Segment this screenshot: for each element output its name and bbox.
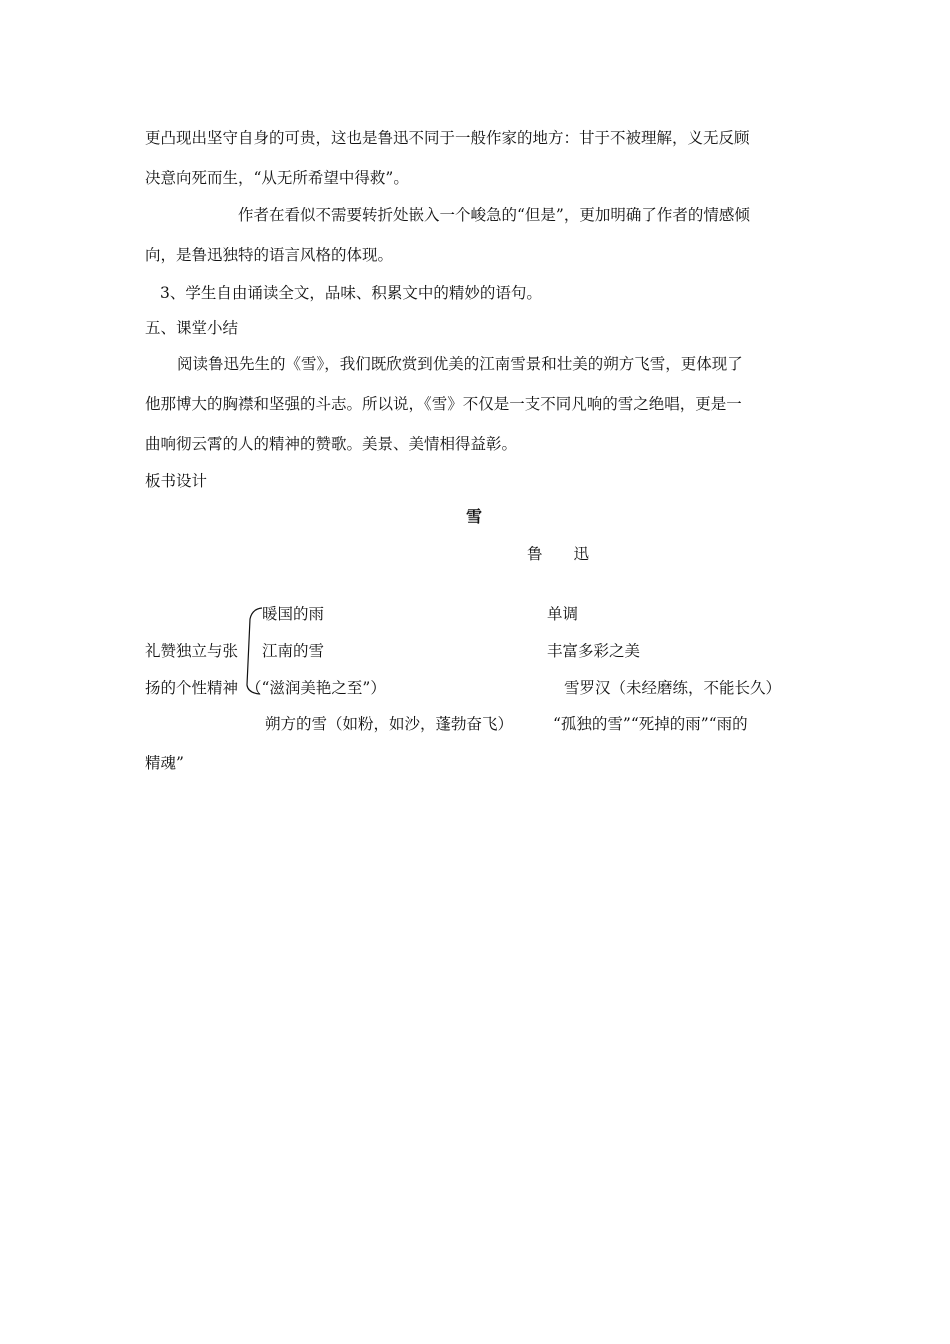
board-theme-line: 礼赞独立与张 xyxy=(145,642,239,660)
list-item-3: 3、学生自由诵读全文，品味、积累文中的精妙的语句。 xyxy=(160,284,542,302)
paragraph-line: 向，是鲁迅独特的语言风格的体现。 xyxy=(145,246,394,264)
board-author: 鲁 迅 xyxy=(527,545,590,563)
summary-line: 曲响彻云霄的人的精神的赞歌。美景、美情相得益彰。 xyxy=(145,435,518,453)
paragraph-line: 作者在看似不需要转折处嵌入一个峻急的“但是”，更加明确了作者的情感倾 xyxy=(238,206,750,224)
paragraph-line: 更凸现出坚守自身的可贵，这也是鲁迅不同于一般作家的地方：甘于不被理解，义无反顾 xyxy=(145,129,750,147)
board-row-continuation: 精魂” xyxy=(145,754,184,772)
board-row-mid: 朔方的雪（如粉，如沙，蓬勃奋飞） xyxy=(265,715,514,733)
board-row-mid: 江南的雪 xyxy=(262,642,325,660)
board-design-heading: 板书设计 xyxy=(145,472,208,490)
paragraph-line: 决意向死而生，“从无所希望中得救”。 xyxy=(145,169,409,187)
board-row-right: 雪罗汉（未经磨练，不能长久） xyxy=(564,679,782,697)
summary-line: 他那博大的胸襟和坚强的斗志。所以说，《雪》不仅是一支不同凡响的雪之绝唱，更是一 xyxy=(145,395,742,413)
board-row-mid: 暖国的雨 xyxy=(262,605,325,623)
section-heading: 五、课堂小结 xyxy=(145,319,239,337)
summary-line: 阅读鲁迅先生的《雪》，我们既欣赏到优美的江南雪景和壮美的朔方飞雪，更体现了 xyxy=(177,355,743,373)
board-row-right: 丰富多彩之美 xyxy=(547,642,641,660)
board-title: 雪 xyxy=(466,507,483,526)
board-row-right: “孤独的雪”“死掉的雨”“雨的 xyxy=(553,715,748,733)
board-theme-line: 扬的个性精神 xyxy=(145,679,239,697)
board-row-right: 单调 xyxy=(547,605,579,623)
board-row-mid: （“滋润美艳之至”） xyxy=(246,679,386,697)
